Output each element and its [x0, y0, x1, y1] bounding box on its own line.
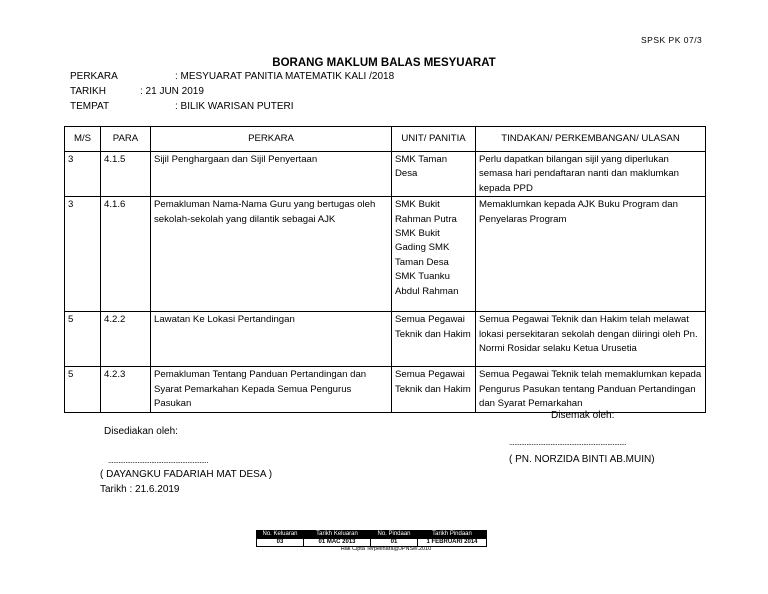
tempat-label: TEMPAT — [70, 101, 110, 112]
cell-unit: SMK Bukit Rahman Putra SMK Bukit Gading SMK Taman Desa SMK Tuanku Abdul Rahman — [392, 197, 476, 312]
footer-header-cell: No. Pindaan — [371, 531, 418, 539]
footer-value-cell: 1 FEBRUARI 2014 — [418, 539, 487, 547]
minutes-table — [64, 126, 706, 413]
tempat-value: : BILIK WARISAN PUTERI — [175, 101, 294, 112]
header-para: PARA — [101, 127, 151, 152]
cell-perkara: Sijil Penghargaan dan Sijil Penyertaan — [151, 152, 392, 197]
perkara-label: PERKARA — [70, 71, 118, 82]
left-signatory-name: ( DAYANGKU FADARIAH MAT DESA ) — [100, 469, 273, 480]
cell-ms: 3 — [65, 152, 101, 197]
header-tindakan: TINDAKAN/ PERKEMBANGAN/ ULASAN — [476, 127, 706, 152]
perkara-value: : MESYUARAT PANITIA MATEMATIK KALI /2018 — [175, 71, 395, 82]
right-signature-line: .................................................................... — [509, 438, 627, 447]
cell-para: 4.1.5 — [101, 152, 151, 197]
header-ms: M/S — [65, 127, 101, 152]
header-perkara: PERKARA — [151, 127, 392, 152]
cell-perkara: Pemakluman Nama-Nama Guru yang bertugas oleh sekolah-sekolah yang dilantik sebagai AJK — [151, 197, 392, 312]
prepared-date: Tarikh : 21.6.2019 — [100, 484, 180, 495]
cell-ms: 5 — [65, 367, 101, 413]
table-row — [65, 312, 706, 367]
tarikh-value: : 21 JUN 2019 — [140, 86, 204, 97]
table-row — [65, 152, 706, 197]
footer-value-cell: 01 MAC 2013 — [304, 539, 371, 547]
cell-perkara: Pemakluman Tentang Panduan Pertandingan dan Syarat Pemarkahan Kepada Semua Pengurus Pasukan — [151, 367, 392, 413]
table-row — [65, 197, 706, 312]
cell-unit: SMK Taman Desa — [392, 152, 476, 197]
cell-para: 4.2.2 — [101, 312, 151, 367]
cell-tindakan: Perlu dapatkan bilangan sijil yang diperlukan semasa hari pendaftaran nanti dan maklumkan kepada PPD — [476, 152, 706, 197]
cell-unit: Semua Pegawai Teknik dan Hakim — [392, 312, 476, 367]
table-header-row — [65, 127, 706, 152]
copyright-notice: Hak Cipta Terpelihara@JPNSel.2010 — [340, 546, 432, 552]
cell-perkara: Lawatan Ke Lokasi Pertandingan — [151, 312, 392, 367]
footer-value-cell: 01 — [371, 539, 418, 547]
cell-tindakan: Semua Pegawai Teknik dan Hakim telah melawat lokasi persekitaran sekolah dengan diiringi oleh Pn. Normi Rosidar selaku Ketua Urusetia — [476, 312, 706, 367]
cell-tindakan: Memaklumkan kepada AJK Buku Program dan Penyelaras Program — [476, 197, 706, 312]
right-signatory-name: ( PN. NORZIDA BINTI AB.MUIN) — [509, 454, 655, 465]
document-code: SPSK PK 07/3 — [641, 35, 703, 45]
document-title: BORANG MAKLUM BALAS MESYUARAT — [272, 57, 496, 69]
cell-tindakan: Semua Pegawai Teknik telah memaklumkan kepada Pengurus Pasukan tentang Panduan Pertandingan dan Syarat Pemarkahan — [476, 367, 706, 413]
cell-unit: Semua Pegawai Teknik dan Hakim — [392, 367, 476, 413]
footer-header-cell: Tarikh Keluaran — [304, 531, 371, 539]
header-unit: UNIT/ PANITIA — [392, 127, 476, 152]
disediakan-label: Disediakan oleh: — [104, 426, 178, 437]
table-row — [65, 367, 706, 413]
document-control-table — [256, 530, 487, 547]
cell-ms: 5 — [65, 312, 101, 367]
footer-header-row — [257, 531, 487, 539]
footer-value-cell: 03 — [257, 539, 304, 547]
left-signature-line: .......................................................... — [108, 456, 208, 465]
footer-header-cell: No. Keluaran — [257, 531, 304, 539]
cell-para: 4.1.6 — [101, 197, 151, 312]
cell-para: 4.2.3 — [101, 367, 151, 413]
tarikh-label: TARIKH — [70, 86, 106, 97]
cell-ms: 3 — [65, 197, 101, 312]
disemak-label: Disemak oleh: — [551, 410, 615, 421]
footer-header-cell: Tarikh Pindaan — [418, 531, 487, 539]
